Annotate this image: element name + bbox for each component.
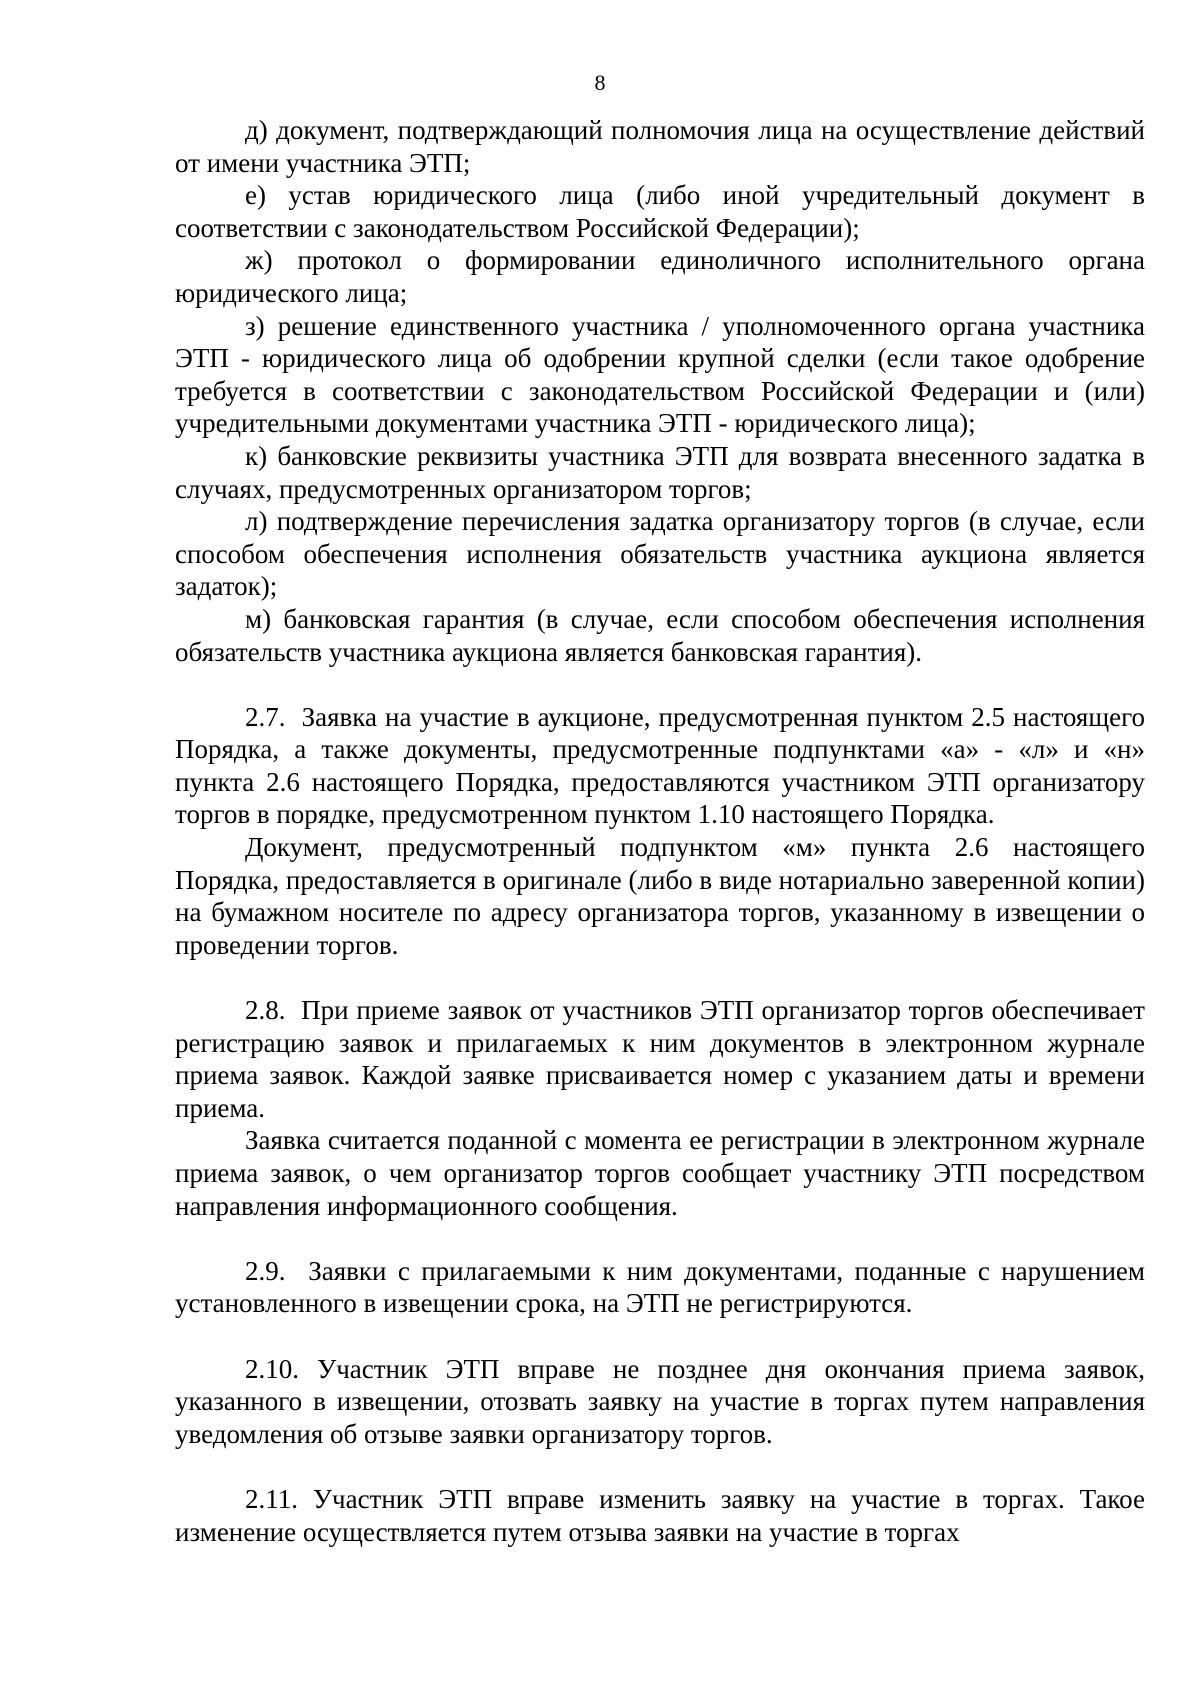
paragraph-k: к) банковские реквизиты участника ЭТП для возврата внесенного задатка в случаях, предусмотренных организатором торгов; (175, 440, 1145, 504)
paragraph-spacer (175, 1320, 1145, 1353)
paragraph-e: е) устав юридического лица (либо иной учредительный документ в соответствии с законодательством Российской Федерации); (175, 180, 1145, 243)
section-2-8: 2.8. При приеме заявок от участников ЭТП организатор торгов обеспечивает регистрацию заявок и прилагаемых к ним документов в электронном журнале приема заявок. Каждой заявке присваивается номер с указанием даты и времени приема. (175, 995, 1145, 1123)
section-2-11: 2.11. Участник ЭТП вправе изменить заявку на участие в торгах. Такое изменение осуществляется путем отзыва заявки на участие в торгах (175, 1483, 1145, 1547)
paragraph-spacer (175, 1222, 1145, 1255)
paragraph-z: з) решение единственного участника / уполномоченного органа участника ЭТП - юридического лица об одобрении крупной сделки (если такое одобрение требуется в соответствии с законодательством Российской Федерации и (или) учредительными документами участника ЭТП - юридического лица); (175, 310, 1145, 439)
section-2-10: 2.10. Участник ЭТП вправе не позднее дня окончания приема заявок, указанного в извещении, отозвать заявку на участие в торгах путем направления уведомления об отзыве заявки организатору торгов. (175, 1353, 1145, 1449)
paragraph-l: л) подтверждение перечисления задатка организатору торгов (в случае, если способом обеспечения исполнения обязательств участника аукциона является задаток); (175, 506, 1145, 602)
section-2-8-continued: Заявка считается поданной с момента ее регистрации в электронном журнале приема заявок, о чем организатор торгов сообщает участнику ЭТП посредством направления информационного сообщения. (175, 1125, 1145, 1221)
paragraph-spacer (175, 668, 1145, 701)
section-2-7-continued: Документ, предусмотренный подпунктом «м» пункта 2.6 настоящего Порядка, предоставляется в оригинале (либо в виде нотариально заверенной копии) на бумажном носителе по адресу организатора торгов, указанному в извещении о проведении торгов. (175, 832, 1145, 960)
section-2-7: 2.7. Заявка на участие в аукционе, предусмотренная пунктом 2.5 настоящего Порядка, а также документы, предусмотренные подпунктами «а» - «л» и «н» пункта 2.6 настоящего Порядка, предоставляются участником ЭТП организатору торгов в порядке, предусмотренном пунктом 1.10 настоящего Порядка. (175, 701, 1145, 830)
paragraph-zh: ж) протокол о формировании единоличного исполнительного органа юридического лица; (175, 245, 1145, 308)
paragraph-m: м) банковская гарантия (в случае, если способом обеспечения исполнения обязательств участника аукциона является банковская гарантия). (175, 603, 1145, 667)
paragraph-spacer (175, 961, 1145, 994)
document-body (175, 114, 1145, 1548)
section-2-9: 2.9. Заявки с прилагаемыми к ним документами, поданные с нарушением установленного в извещении срока, на ЭТП не регистрируются. (175, 1255, 1145, 1319)
paragraph-d: д) документ, подтверждающий полномочия лица на осуществление действий от имени участника ЭТП; (175, 115, 1145, 178)
page-number: 8 (594, 70, 606, 95)
paragraph-spacer (175, 1450, 1145, 1483)
